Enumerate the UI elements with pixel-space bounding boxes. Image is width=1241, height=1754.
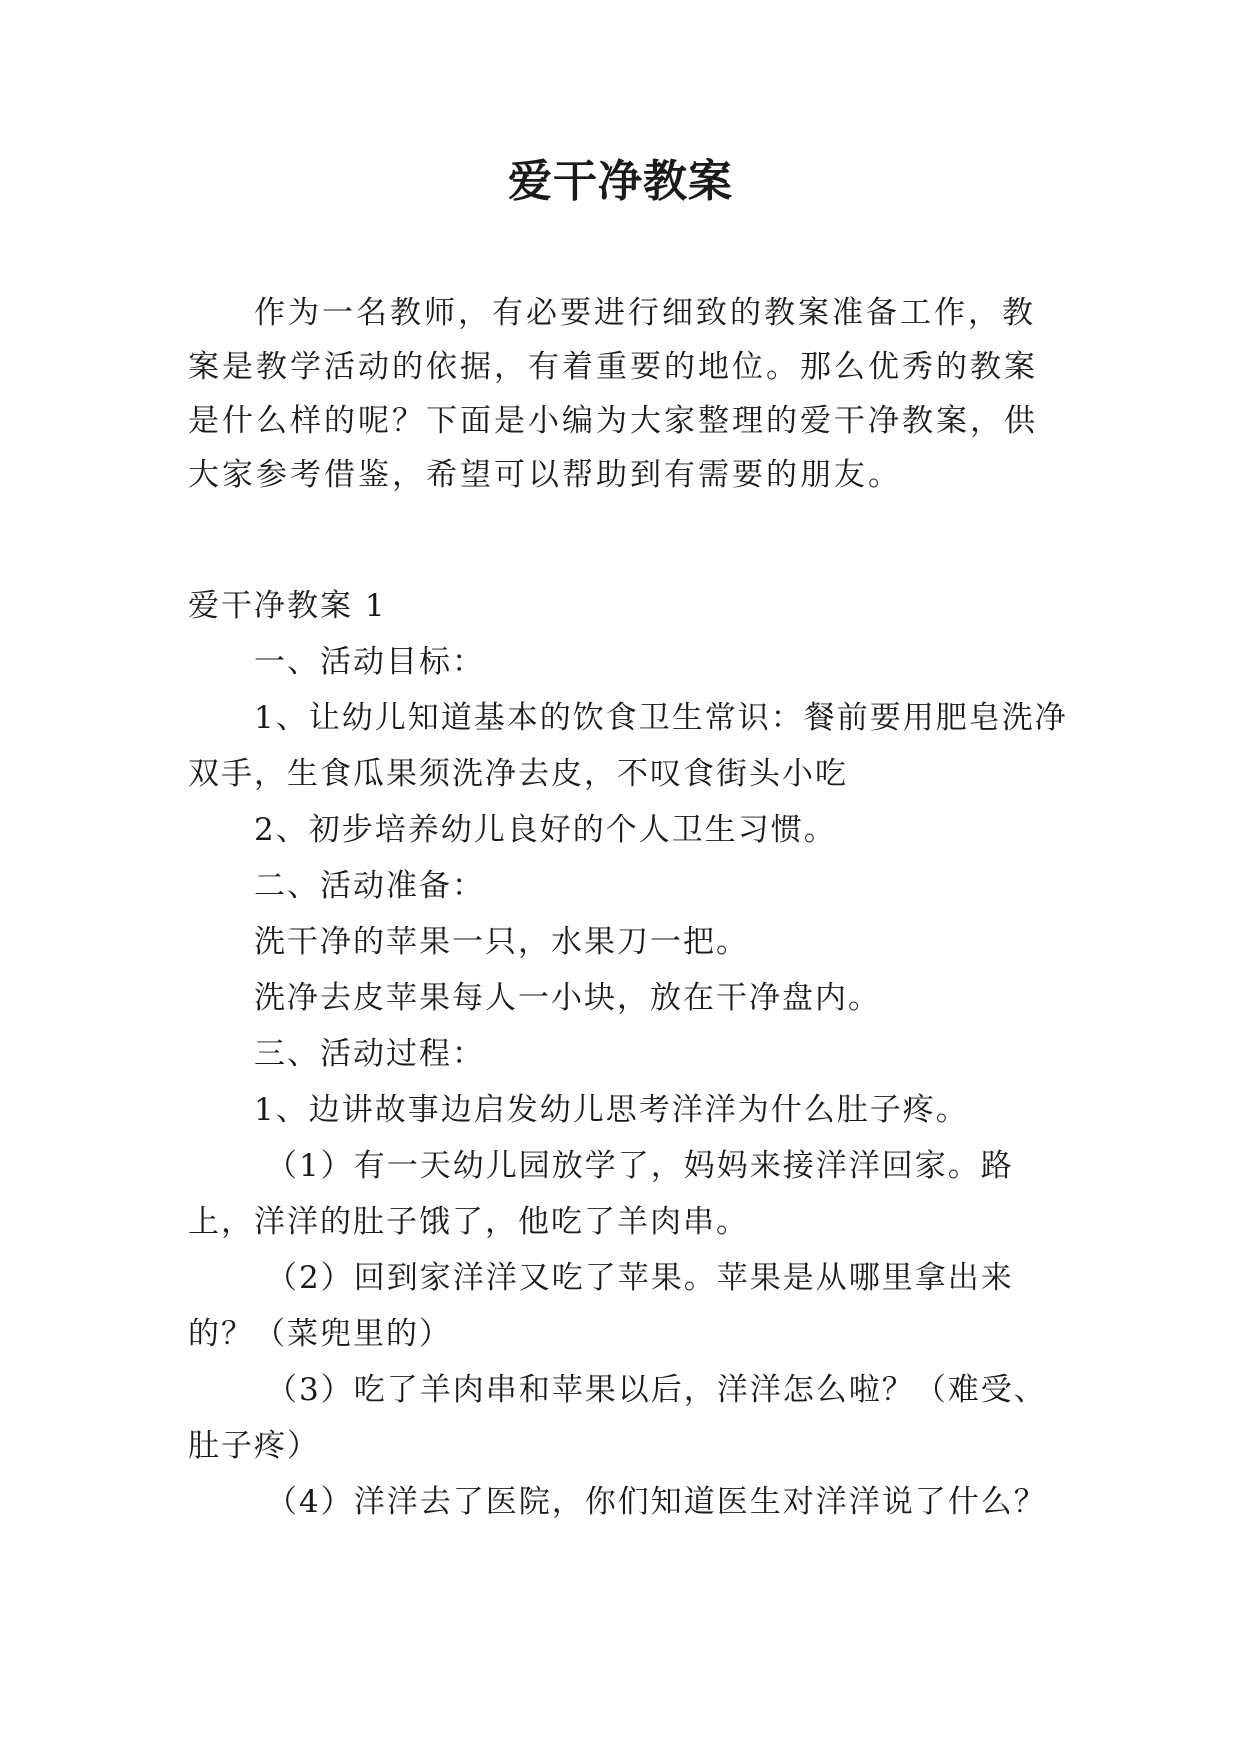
story-step-3: （3）吃了羊肉串和苹果以后，洋洋怎么啦？（难受、肚子疼） <box>188 1372 1047 1464</box>
process-heading: 三、活动过程： <box>254 1036 485 1072</box>
process-1: 1、边讲故事边启发幼儿思考洋洋为什么肚子疼。 <box>254 1092 969 1128</box>
intro-paragraph: 作为一名教师，有必要进行细致的教案准备工作，教案是教学活动的依据，有着重要的地位。那么优秀的教案是什么样的呢？下面是小编为大家整理的爱干净教案，供大家参考借鉴，希望可以帮助到有需要的朋友。 <box>188 295 1038 493</box>
goal-1: 1、让幼儿知道基本的饮食卫生常识：餐前要用肥皂洗净双手，生食瓜果须洗净去皮，不叹食街头小吃 <box>188 700 1068 792</box>
section-title: 爱干净教案 1 <box>188 588 387 624</box>
story-step-4: （4）洋洋去了医院，你们知道医生对洋洋说了什么？ <box>266 1484 1047 1520</box>
lesson-plan-body <box>188 578 1068 1530</box>
goals-heading: 一、活动目标： <box>254 644 485 680</box>
prep-heading: 二、活动准备： <box>254 868 485 904</box>
story-step-1: （1）有一天幼儿园放学了，妈妈来接洋洋回家。路上，洋洋的肚子饿了，他吃了羊肉串。 <box>188 1148 1014 1240</box>
document-title: 爱干净教案 <box>508 156 733 207</box>
story-step-2: （2）回到家洋洋又吃了苹果。苹果是从哪里拿出来的？（菜兜里的） <box>188 1260 1014 1352</box>
goal-2: 2、初步培养幼儿良好的个人卫生习惯。 <box>254 812 837 848</box>
prep-1: 洗干净的苹果一只，水果刀一把。 <box>254 924 749 960</box>
prep-2: 洗净去皮苹果每人一小块，放在干净盘内。 <box>254 980 881 1016</box>
